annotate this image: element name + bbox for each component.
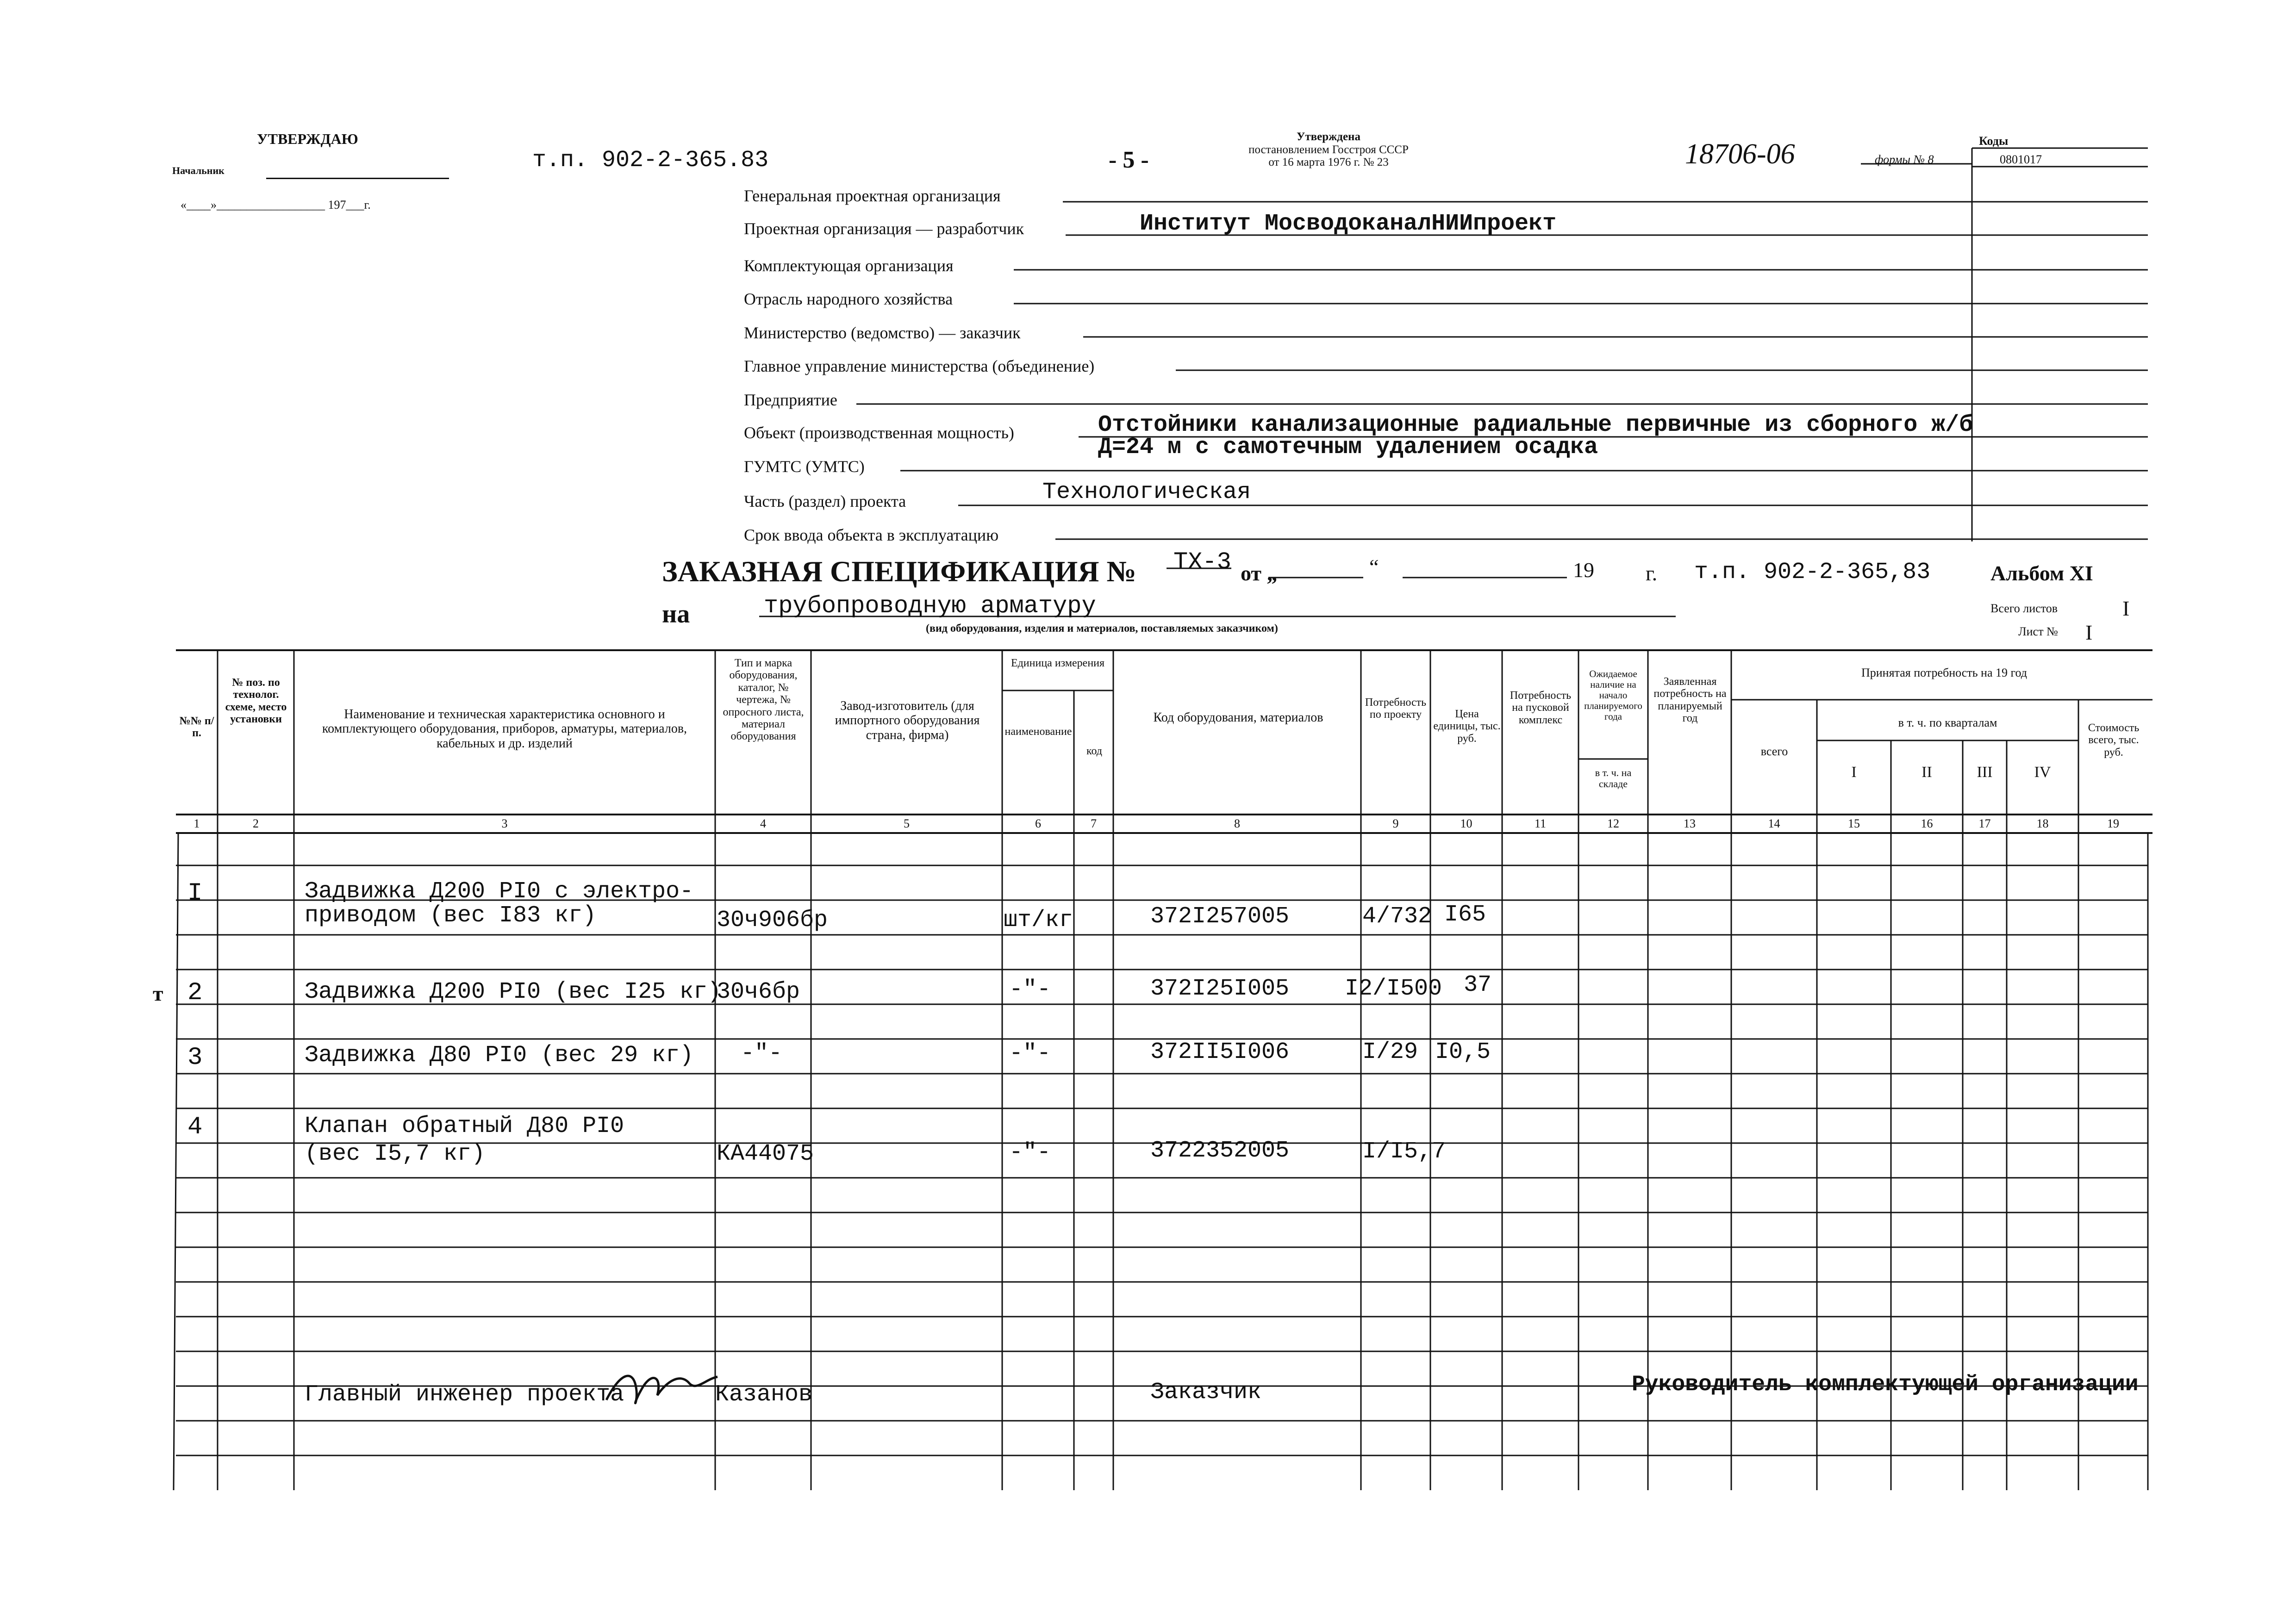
field-label-commissioning: Срок ввода объекта в эксплуатацию [744,526,999,544]
row-3-name-line1: Задвижка Д80 PI0 (вес 29 кг) [305,1042,694,1069]
row-3-qty: I/29 [1362,1039,1418,1065]
col-number: 9 [1392,817,1399,830]
col-number: 6 [1035,817,1041,830]
row-1-name-line2: приводом (вес I83 кг) [305,902,597,929]
col-number: 19 [2107,817,2119,830]
row-4-name-line2: (вес I5,7 кг) [305,1141,486,1167]
field-value-design-org: Институт МосводоканалНИИпроект [1140,211,1557,237]
field-label-object: Объект (производственная мощность) [744,423,1014,442]
spec-na: на [662,600,690,628]
col-number: 11 [1534,817,1547,830]
spec-year: 19 [1573,558,1594,582]
row-2-qty: I2/I500 [1345,976,1442,1002]
row-2-price: 37 [1464,972,1492,998]
field-label-general-org: Генеральная проектная организация [744,187,1001,205]
col-header-13: Заявленная потребность на планируемый год [1653,676,1727,725]
col-number: 14 [1768,817,1780,830]
row-3-price: I0,5 [1435,1039,1491,1065]
col-number: 3 [501,817,508,830]
col-header-2: № поз. по технолог. схеме, место установки [225,677,287,726]
col-header-16: II [1922,764,1932,781]
col-header-12: Ожидаемое наличие на начало планируемого года [1584,668,1642,722]
row-2-unit: -"- [1009,976,1051,1003]
margin-mark: т [153,982,163,1005]
chief-engineer-label: Главный инженер проекта [305,1381,624,1408]
approval-date-line: «____»__________________ 197___г. [181,198,371,211]
col-header-1: №№ п/п. [179,715,214,740]
sheet-label: Лист № [2018,625,2058,638]
col-number: 5 [904,817,910,830]
sheets-total: I [2122,597,2130,620]
field-label-economy-branch: Отрасль народного хозяйства [744,290,953,308]
col-header-8: Код оборудования, материалов [1153,710,1323,725]
sheet-number: I [2085,621,2093,644]
field-label-gumts: ГУМТС (УМТС) [744,457,865,476]
spec-quote: “ [1369,555,1379,578]
col-header-19: Стоимость всего, тыс. руб. [2088,722,2140,759]
row-4-num: 4 [187,1113,203,1141]
col-number: 1 [193,817,200,830]
field-label-enterprise: Предприятие [744,391,837,409]
spec-subject: трубопроводную арматуру [764,592,1096,620]
col-header-18: IV [2034,764,2051,781]
row-4-qty: I/I5,7 [1362,1138,1446,1165]
row-3-num: 3 [187,1044,203,1072]
row-3-code: 372II5I006 [1150,1039,1290,1065]
col-number: 18 [2036,817,2049,830]
approval-boss-label: Начальник [172,165,225,176]
approved-by-line1: Утверждена [1297,131,1360,143]
head-org-label: Руководитель комплектующей организации [1632,1372,2139,1397]
sheets-total-label: Всего листов [1990,602,2058,615]
col-number: 15 [1848,817,1860,830]
field-value-project-part: Технологическая [1042,479,1251,505]
col-header-17: III [1977,764,1993,781]
spec-number: ТХ-3 [1173,548,1231,576]
field-label-design-org: Проектная организация — разработчик [744,219,1024,238]
spec-tp: т.п. 902-2-365,83 [1694,559,1931,585]
row-4-name-line1: Клапан обратный Д80 PI0 [305,1113,624,1139]
col-header-7: код [1086,745,1102,757]
col-header-4: Тип и марка оборудования, каталог, № чертежа, № опросного листа, материал оборудования [723,657,804,743]
row-2-name-line1: Задвижка Д200 PI0 (вес I25 кг) [305,979,722,1005]
col-number: 13 [1684,817,1696,830]
col-header-5: Завод-изготовитель (для импортного оборудования страна, фирма) [835,699,980,742]
col-number: 7 [1091,817,1097,830]
spec-from: от „ [1241,561,1278,585]
col-number: 17 [1978,817,1991,830]
col-header-accepted: Принятая потребность на 19 год [1861,666,2028,679]
row-2-code: 372I25I005 [1150,976,1290,1002]
col-number: 4 [760,817,766,830]
col-header-9: Потребность по проекту [1365,696,1427,721]
row-1-num: I [187,879,203,908]
chief-engineer-signature [602,1363,722,1414]
row-3-unit: -"- [1009,1040,1051,1067]
col-header-11: Потребность на пусковой комплекс [1510,690,1572,726]
doc-number: 18706-06 [1685,138,1795,170]
row-4-unit: -"- [1009,1139,1051,1166]
row-1-name-line1: Задвижка Д200 PI0 с электро- [305,878,694,905]
row-1-unit: шт/кг [1004,907,1073,933]
row-3-type: -"- [741,1040,783,1067]
col-header-12b: в т. ч. на складе [1595,767,1632,790]
col-header-6: наименование [1004,726,1072,738]
field-label-complete-org: Комплектующая организация [744,256,954,275]
row-4-type: КА44075 [717,1141,814,1167]
page-number: - 5 - [1109,147,1149,173]
field-label-main-directorate: Главное управление министерства (объединение) [744,357,1095,375]
customer-label: Заказчик [1150,1379,1262,1405]
spec-album: Альбом XI [1990,561,2093,585]
approved-by-line3: от 16 марта 1976 г. № 23 [1268,156,1389,168]
spec-subject-note: (вид оборудования, изделия и материалов, поставляемых заказчиком) [926,622,1278,634]
codes-label: Коды [1979,134,2009,148]
form-code: 0801017 [2000,153,2042,166]
col-number: 2 [253,817,259,830]
field-value-object-line2: Д=24 м с самотечным удалением осадка [1098,434,1598,460]
col-number: 12 [1607,817,1619,830]
field-value-object: Отстойники канализационные радиальные первичные из сборного ж/б [1098,412,1973,438]
row-2-num: 2 [187,979,203,1007]
col-header-6-7: Единица измерения [1011,657,1105,669]
col-header-14: всего [1760,745,1788,758]
col-header-15: I [1851,764,1857,781]
col-number: 10 [1460,817,1472,830]
approval-title: УТВЕРЖДАЮ [257,131,358,147]
col-header-10: Цена единицы, тыс. руб. [1433,708,1501,745]
field-label-project-part: Часть (раздел) проекта [744,492,906,510]
approved-by-line2: постановлением Госстроя СССР [1248,143,1409,156]
col-header-quarters: в т. ч. по кварталам [1898,716,1997,729]
tp-number-top: т.п. 902-2-365.83 [532,147,769,174]
field-label-ministry: Министерство (ведомство) — заказчик [744,323,1021,342]
spec-title: ЗАКАЗНАЯ СПЕЦИФИКАЦИЯ № [662,555,1136,588]
spec-year-suffix: г. [1646,561,1658,585]
row-1-price: I65 [1444,902,1486,928]
row-1-code: 372I257005 [1150,903,1290,930]
form-label: формы № 8 [1875,153,1934,166]
row-1-qty: 4/732 [1362,903,1432,930]
col-number: 8 [1234,817,1240,830]
col-header-3: Наименование и техническая характеристика основного и комплектующего оборудования, приборов, арматуры, материалов, кабельных и др. изделий [322,707,687,751]
row-2-type: 30ч6бр [717,979,800,1005]
chief-engineer-name: Казанов [715,1381,813,1408]
col-number: 16 [1921,817,1933,830]
row-1-type: 30ч906бр [717,907,828,933]
row-4-code: 3722352005 [1150,1138,1290,1164]
